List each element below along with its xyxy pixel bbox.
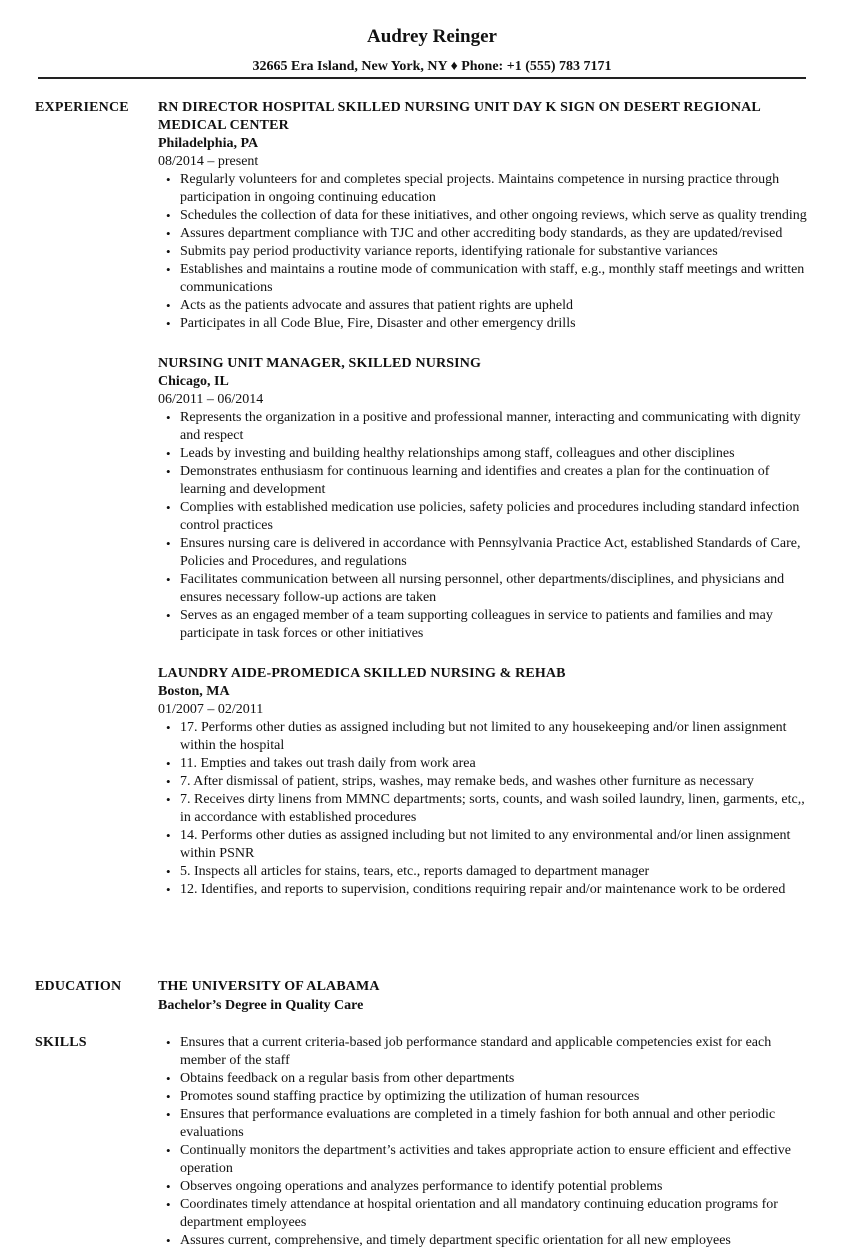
education-body (158, 978, 818, 1016)
job-bullets (158, 409, 818, 643)
bullet-item: • 12. Identifies, and reports to supervision, conditions requiring repair and/or maintenance work to be ordered (158, 881, 818, 899)
bullet-item: • Facilitates communication between all nursing personnel, other departments/disciplines, and physicians and ensures necessary follow-up actions are taken (158, 571, 818, 607)
bullet-item: • Continually monitors the department’s activities and takes appropriate action to ensure efficient and effective operation (158, 1142, 818, 1178)
skills-bullets (158, 1034, 818, 1250)
job-bullets (158, 171, 818, 333)
bullet-item: • Coordinates timely attendance at hospital orientation and all mandatory continuing education programs for department employees (158, 1196, 818, 1232)
job-location: Philadelphia, PA (158, 136, 259, 151)
bullet-item: • Leads by investing and building healthy relationships among staff, colleagues and other disciplines (158, 445, 818, 463)
header-divider (38, 77, 806, 79)
bullet-item: • Serves as an engaged member of a team supporting colleagues in service to patients and families and may participate in task forces or other initiatives (158, 607, 818, 643)
bullet-item: • Observes ongoing operations and analyzes performance to identify potential problems (158, 1178, 818, 1196)
bullet-item: • Ensures that performance evaluations are completed in a timely fashion for both annual and other periodic evaluations (158, 1106, 818, 1142)
contact-line: 32665 Era Island, New York, NY ♦ Phone: +1 (555) 783 7171 (252, 59, 612, 74)
bullet-item: • 5. Inspects all articles for stains, tears, etc., reports damaged to department manager (158, 863, 818, 881)
bullet-item: • Ensures nursing care is delivered in accordance with Pennsylvania Practice Act, established Standards of Care, Policies and Procedures, and regulations (158, 535, 818, 571)
bullet-item: • 7. After dismissal of patient, strips, washes, may remake beds, and washes other furniture as necessary (158, 773, 818, 791)
bullet-item: • Regularly volunteers for and completes special projects. Maintains competence in nursing practice through participation in ongoing continuing education (158, 171, 818, 207)
job-entry (158, 355, 818, 643)
bullet-item: • Schedules the collection of data for these initiatives, and other ongoing reviews, which serve as quality trending (158, 207, 818, 225)
experience-list (158, 99, 818, 921)
bullet-item: • Represents the organization in a positive and professional manner, interacting and communicating with dignity and respect (158, 409, 818, 445)
school-name: THE UNIVERSITY OF ALABAMA (158, 979, 380, 994)
bullet-item: • Ensures that a current criteria-based job performance standard and applicable competencies exist for each member of the staff (158, 1034, 818, 1070)
job-entry (158, 665, 818, 899)
candidate-name: Audrey Reinger (367, 26, 497, 47)
job-dates: 06/2011 – 06/2014 (158, 392, 264, 407)
bullet-item: • Promotes sound staffing practice by optimizing the utilization of human resources (158, 1088, 818, 1106)
bullet-item: • Participates in all Code Blue, Fire, Disaster and other emergency drills (158, 315, 818, 333)
job-location: Boston, MA (158, 684, 230, 699)
resume-header (0, 24, 860, 76)
job-bullets (158, 719, 818, 899)
bullet-item: • Complies with established medication use policies, safety policies and procedures including standard infection control practices (158, 499, 818, 535)
bullet-item: • Assures current, comprehensive, and timely department specific orientation for all new employees (158, 1232, 818, 1250)
job-title: RN DIRECTOR HOSPITAL SKILLED NURSING UNIT DAY K SIGN ON DESERT REGIONAL MEDICAL CENTER (158, 100, 761, 133)
bullet-item: • Assures department compliance with TJC and other accrediting body standards, as they are updated/revised (158, 225, 818, 243)
job-entry (158, 99, 818, 333)
bullet-item: • Demonstrates enthusiasm for continuous learning and identifies and creates a plan for the continuation of learning and development (158, 463, 818, 499)
education-heading: EDUCATION (35, 979, 122, 994)
degree-name: Bachelor’s Degree in Quality Care (158, 998, 364, 1013)
skills-body (158, 1034, 818, 1250)
bullet-item: • 14. Performs other duties as assigned including but not limited to any environmental and/or linen assignment within PSNR (158, 827, 818, 863)
job-location: Chicago, IL (158, 374, 229, 389)
bullet-item: • Submits pay period productivity variance reports, identifying rationale for substantive variances (158, 243, 818, 261)
bullet-item: • Acts as the patients advocate and assures that patient rights are upheld (158, 297, 818, 315)
bullet-item: • 17. Performs other duties as assigned including but not limited to any housekeeping and/or linen assignment within the hospital (158, 719, 818, 755)
job-dates: 01/2007 – 02/2011 (158, 702, 264, 717)
bullet-item: • Obtains feedback on a regular basis from other departments (158, 1070, 818, 1088)
job-dates: 08/2014 – present (158, 154, 259, 169)
bullet-item: • Establishes and maintains a routine mode of communication with staff, e.g., monthly staff meetings and written communications (158, 261, 818, 297)
bullet-item: • 11. Empties and takes out trash daily from work area (158, 755, 818, 773)
job-title: LAUNDRY AIDE-PROMEDICA SKILLED NURSING & REHAB (158, 666, 566, 681)
bullet-item: • 7. Receives dirty linens from MMNC departments; sorts, counts, and wash soiled laundry, linen, garments, etc,, in accordance with established procedures (158, 791, 818, 827)
job-title: NURSING UNIT MANAGER, SKILLED NURSING (158, 356, 482, 371)
experience-heading: EXPERIENCE (35, 100, 129, 115)
skills-heading: SKILLS (35, 1035, 87, 1050)
